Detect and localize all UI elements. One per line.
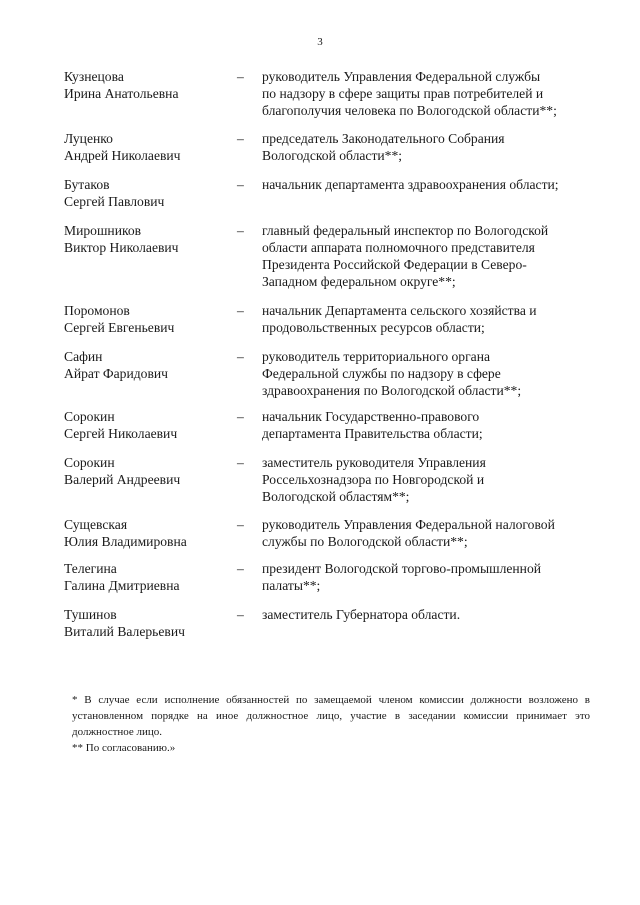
role-line: благополучия человека по Вологодской области**; xyxy=(262,103,557,118)
member-given-name: Андрей Николаевич xyxy=(64,148,181,163)
role-line: председатель Законодательного Собрания xyxy=(262,131,505,146)
role-line: руководитель Управления Федеральной налоговой xyxy=(262,517,555,532)
member-surname: Луценко xyxy=(64,131,113,146)
member-surname: Кузнецова xyxy=(64,69,124,84)
entry-dash: – xyxy=(237,177,244,192)
role-line: руководитель территориального органа xyxy=(262,349,491,364)
entry-dash: – xyxy=(237,69,244,84)
role-line: по надзору в сфере защиты прав потребителей и xyxy=(262,86,544,101)
member-surname: Сорокин xyxy=(64,455,115,470)
member-given-name: Виталий Валерьевич xyxy=(64,624,185,639)
entry-dash: – xyxy=(237,561,244,576)
role-line: президент Вологодской торгово-промышленной xyxy=(262,561,542,576)
member-surname: Тушинов xyxy=(64,607,117,622)
member-role xyxy=(262,68,598,119)
entry-dash: – xyxy=(237,223,244,238)
member-surname: Сафин xyxy=(64,349,103,364)
role-line: главный федеральный инспектор по Вологодской xyxy=(262,223,549,238)
member-name xyxy=(64,68,234,102)
member-name xyxy=(64,130,234,164)
member-role xyxy=(262,560,598,594)
member-surname: Бутаков xyxy=(64,177,110,192)
entry-dash: – xyxy=(237,131,244,146)
member-role xyxy=(262,408,598,442)
member-name xyxy=(64,222,234,256)
member-given-name: Виктор Николаевич xyxy=(64,240,179,255)
member-name xyxy=(64,176,234,210)
member-surname: Телегина xyxy=(64,561,117,576)
footnote-double-star: ** По согласованию.» xyxy=(72,742,176,754)
entry-dash: – xyxy=(237,607,244,622)
page-number: 3 xyxy=(317,36,323,48)
role-line: службы по Вологодской области**; xyxy=(262,534,468,549)
member-role xyxy=(262,176,598,193)
member-given-name: Сергей Павлович xyxy=(64,194,165,209)
member-role xyxy=(262,130,598,164)
role-line: департамента Правительства области; xyxy=(262,426,483,441)
member-role xyxy=(262,606,598,623)
member-surname: Мирошников xyxy=(64,223,142,238)
role-line: Федеральной службы по надзору в сфере xyxy=(262,366,501,381)
member-name xyxy=(64,348,234,382)
member-given-name: Ирина Анатольевна xyxy=(64,86,179,101)
member-given-name: Галина Дмитриевна xyxy=(64,578,180,593)
role-line: начальник Департамента сельского хозяйства и xyxy=(262,303,537,318)
role-line: продовольственных ресурсов области; xyxy=(262,320,485,335)
entry-dash: – xyxy=(237,303,244,318)
member-given-name: Валерий Андреевич xyxy=(64,472,181,487)
role-line: палаты**; xyxy=(262,578,321,593)
role-line: Вологодской областям**; xyxy=(262,489,410,504)
member-role xyxy=(262,302,598,336)
role-line: Президента Российской Федерации в Северо- xyxy=(262,257,527,272)
role-line: заместитель Губернатора области. xyxy=(262,607,461,622)
member-given-name: Сергей Николаевич xyxy=(64,426,178,441)
member-given-name: Юлия Владимировна xyxy=(64,534,187,549)
role-line: области аппарата полномочного представителя xyxy=(262,240,535,255)
role-line: начальник департамента здравоохранения области; xyxy=(262,177,559,192)
role-line: начальник Государственно-правового xyxy=(262,409,480,424)
role-line: Вологодской области**; xyxy=(262,148,403,163)
member-name xyxy=(64,560,234,594)
member-name xyxy=(64,408,234,442)
member-surname: Поромонов xyxy=(64,303,130,318)
member-name xyxy=(64,302,234,336)
footnote-single-star: * В случае если исполнение обязанностей по замещаемой членом комиссии должности возложено в установленном порядке на иное должностное лицо, участие в заседании комиссии принимает это должностное лицо. xyxy=(72,694,590,738)
member-surname: Сущевская xyxy=(64,517,128,532)
member-role xyxy=(262,348,598,399)
footnotes xyxy=(72,692,590,756)
entry-dash: – xyxy=(237,349,244,364)
role-line: Западном федеральном округе**; xyxy=(262,274,456,289)
role-line: Россельхознадзора по Новгородской и xyxy=(262,472,485,487)
member-role xyxy=(262,454,598,505)
entry-dash: – xyxy=(237,409,244,424)
member-role xyxy=(262,516,598,550)
member-given-name: Айрат Фаридович xyxy=(64,366,168,381)
role-line: заместитель руководителя Управления xyxy=(262,455,486,470)
member-given-name: Сергей Евгеньевич xyxy=(64,320,175,335)
role-line: здравоохранения по Вологодской области**; xyxy=(262,383,522,398)
entry-dash: – xyxy=(237,455,244,470)
member-surname: Сорокин xyxy=(64,409,115,424)
role-line: руководитель Управления Федеральной службы xyxy=(262,69,541,84)
member-role xyxy=(262,222,598,290)
member-name xyxy=(64,516,234,550)
member-name xyxy=(64,606,234,640)
member-name xyxy=(64,454,234,488)
entry-dash: – xyxy=(237,517,244,532)
